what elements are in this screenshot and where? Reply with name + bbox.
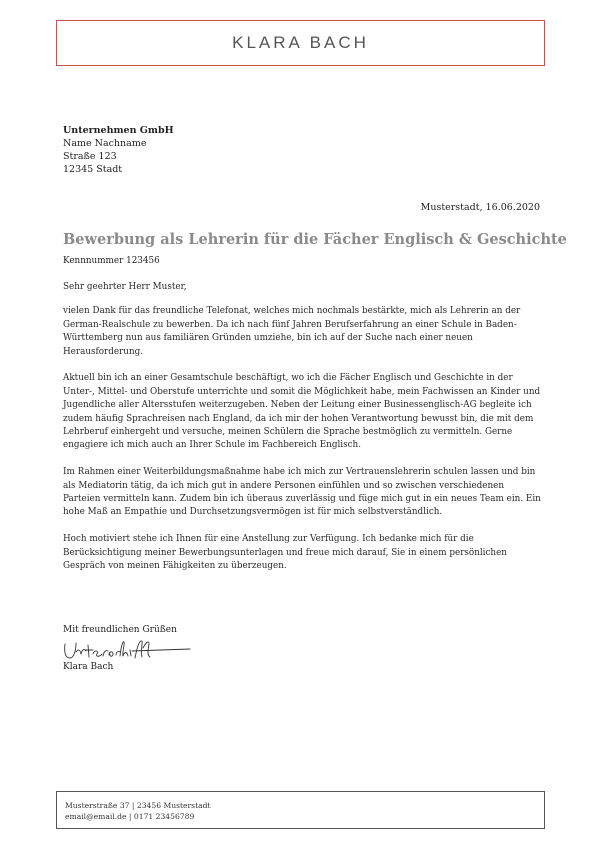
signer-name: Klara Bach [63, 662, 114, 672]
paragraph: Hoch motiviert stehe ich Ihnen für eine Anstellung zur Verfügung. Ich bedanke mich für die Berücksichtigung meiner Bewerbungsunterlagen und freue mich darauf, Sie in einem persönlichen Gespräch von meinen Fähigkeiten zu überzeugen. [63, 534, 507, 572]
paragraph: Aktuell bin ich an einer Gesamtschule beschäftigt, wo ich die Fächer Englisch und Geschichte in der Unter-, Mittel- und Oberstufe unterrichte und somit die Möglichkeit habe, mein Fachwissen an Kinder und Jugendliche aller Altersstufen weiterzugeben. Neben der Leitung einer Businessenglisch-AG begleite ich zudem häufig Sprachreisen nach England, da ich mir der hohen Verantwortung bewusst bin, die mit dem Lehrberuf einhergeht und versuche, meinen Schülern die Sprache bestmöglich zu vermitteln. Gerne engagiere ich mich auch an Ihrer Schule im Fachbereich Englisch. [63, 373, 541, 451]
closing: Mit freundlichen Grüßen [63, 625, 177, 635]
paragraph: vielen Dank für das freundliche Telefonat, welches mich nochmals bestärkte, mich als Lehrerin an der German-Realschule zu bewerben. Da ich nach fünf Jahren Berufserfahrung an einer Schule in Baden-Württemberg nun aus familiären Gründen umziehe, bin ich auf der Suche nach einer neuen Herausforderung. [63, 306, 521, 357]
footer-box [56, 791, 545, 829]
recipient-address [63, 124, 174, 176]
recipient-city: 12345 Stadt [63, 164, 123, 175]
paragraph: Im Rahmen einer Weiterbildungsmaßnahme habe ich mich zur Vertrauenslehrerin schulen lassen und bin als Mediatorin tätig, da ich mich gut in andere Personen einfühlen und so zwischen verschiedenen Parteien vermitteln kann. Zudem bin ich überaus zuverlässig und füge mich gut in ein neues Team ein. Ein hohe Maß an Empathie und Durchsetzungsvermögen ist für mich selbstverständlich. [63, 467, 541, 518]
recipient-company: Unternehmen GmbH [63, 125, 174, 136]
footer-address: Musterstraße 37 | 23456 Musterstadt [65, 801, 211, 810]
recipient-contact: Name Nachname [63, 138, 147, 149]
recipient-street: Straße 123 [63, 151, 117, 162]
salutation: Sehr geehrter Herr Muster, [63, 282, 187, 292]
letter-body [63, 281, 541, 587]
header-box [56, 20, 545, 66]
letter-subject: Bewerbung als Lehrerin für die Fächer Englisch & Geschichte [63, 231, 567, 248]
footer-contact: email@email.de | 0171 23456789 [65, 812, 195, 821]
reference-number: Kennnummer 123456 [63, 256, 160, 266]
sender-name: KLARA BACH [232, 33, 369, 52]
letter-date: Musterstadt, 16.06.2020 [420, 202, 540, 213]
